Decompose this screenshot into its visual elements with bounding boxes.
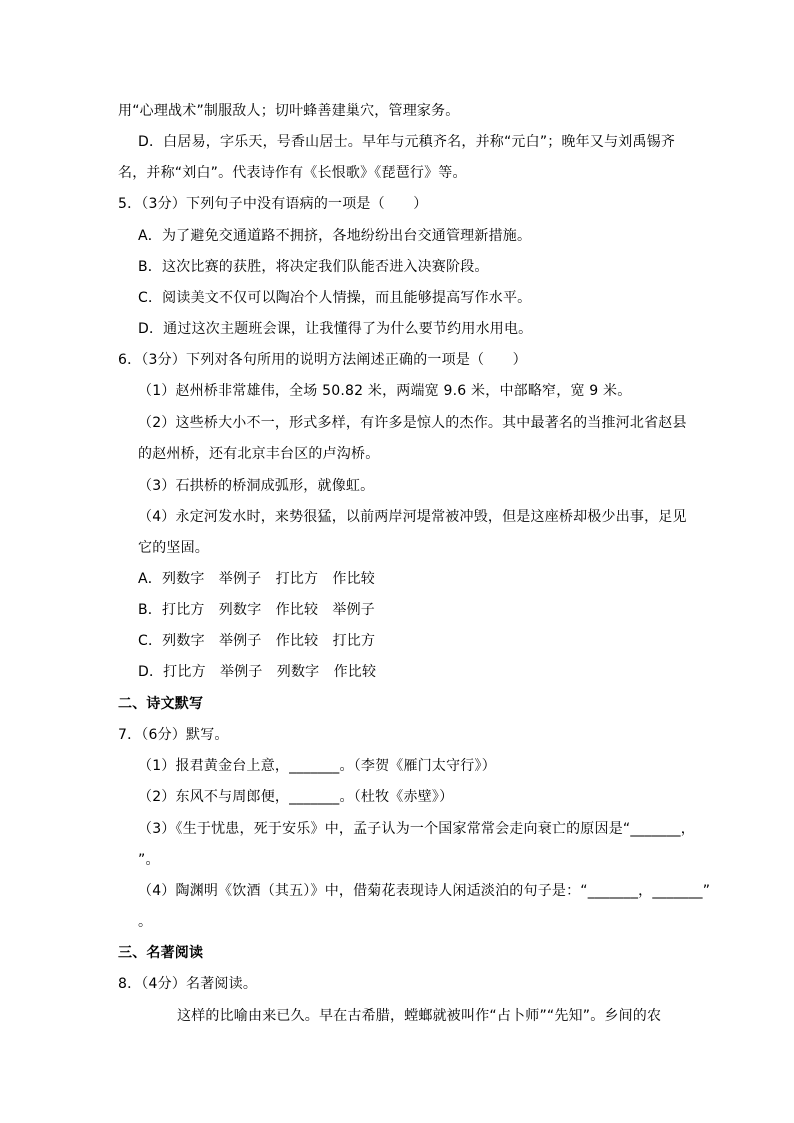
question-7-line-2: （2）东风不与周郎便，_______。（杜牧《赤壁》） <box>138 789 454 805</box>
question-6-option-c: C．列数字 举例子 作比较 打比方 <box>138 633 376 649</box>
question-5-option-c: C．阅读美文不仅可以陶冶个人情操，而且能够提高写作水平。 <box>138 290 532 306</box>
question-7-line-1: （1）报君黄金台上意，_______。（李贺《雁门太守行》） <box>138 758 496 774</box>
question-7-line-3: （3）《生于忧患，死于安乐》中，孟子认为一个国家常常会走向衰亡的原因是“_______， <box>138 821 695 837</box>
item4-continuation: 用“心理战术”制服敌人；切叶蜂善建巢穴，管理家务。 <box>118 103 460 119</box>
question-5-option-a: A．为了避免交通道路不拥挤，各地纷纷出台交通管理新措施。 <box>138 228 532 244</box>
question-5-stem: 5．（3分）下列句子中没有语病的一项是（ ） <box>118 196 428 212</box>
question-5-option-b: B．这次比赛的获胜，将决定我们队能否进入决赛阶段。 <box>138 259 489 275</box>
question-6-sentence-1: （1）赵州桥非常雄伟，全场 50.82 米，两端宽 9.6 米，中部略窄，宽 9 米。 <box>138 383 632 399</box>
question-6-sentence-2-line1: （2）这些桥大小不一，形式多样，有许多是惊人的杰作。其中最著名的当推河北省赵县 <box>138 415 687 431</box>
question-5-option-d: D．通过这次主题班会课，让我懂得了为什么要节约用水用电。 <box>138 321 533 337</box>
question-8-stem: 8．（4分）名著阅读。 <box>118 976 258 992</box>
question-7-stem: 7．（6分）默写。 <box>118 727 229 743</box>
question-7-line-3-cont: ”。 <box>138 852 160 868</box>
question-8-passage-line1: 这样的比喻由来已久。早在古希腊，螳螂就被叫作“占卜师”“先知”。乡间的农 <box>177 1008 662 1024</box>
item4-option-d-line2: 名，并称“刘白”。代表诗作有《长恨歌》《琵琶行》等。 <box>118 165 467 181</box>
section-3-title: 三、名著阅读 <box>118 945 204 961</box>
question-6-sentence-4-line1: （4）永定河发水时，来势很猛，以前两岸河堤常被冲毁，但是这座桥却极少出事，足见 <box>138 509 687 525</box>
question-6-sentence-3: （3）石拱桥的桥洞成弧形，就像虹。 <box>138 478 375 494</box>
question-6-sentence-2-line2: 的赵州桥，还有北京丰台区的卢沟桥。 <box>138 446 380 462</box>
question-6-option-a: A．列数字 举例子 打比方 作比较 <box>138 571 375 587</box>
question-6-option-b: B．打比方 列数字 作比较 举例子 <box>138 602 376 618</box>
section-2-title: 二、诗文默写 <box>118 696 204 712</box>
question-6-stem: 6．（3分）下列对各句所用的说明方法阐述正确的一项是（ ） <box>118 352 527 368</box>
question-6-sentence-4-line2: 它的坚固。 <box>138 540 209 556</box>
question-7-line-4: （4）陶渊明《饮酒（其五）》中，借菊花表现诗人闲适淡泊的句子是：“_______，_______” <box>138 883 711 899</box>
question-6-option-d: D．打比方 举例子 列数字 作比较 <box>138 664 377 680</box>
question-7-line-4-cont: 。 <box>138 914 153 930</box>
item4-option-d-line1: D．白居易，字乐天，号香山居士。早年与元稹齐名，并称“元白”；晚年又与刘禹锡齐 <box>138 134 676 150</box>
